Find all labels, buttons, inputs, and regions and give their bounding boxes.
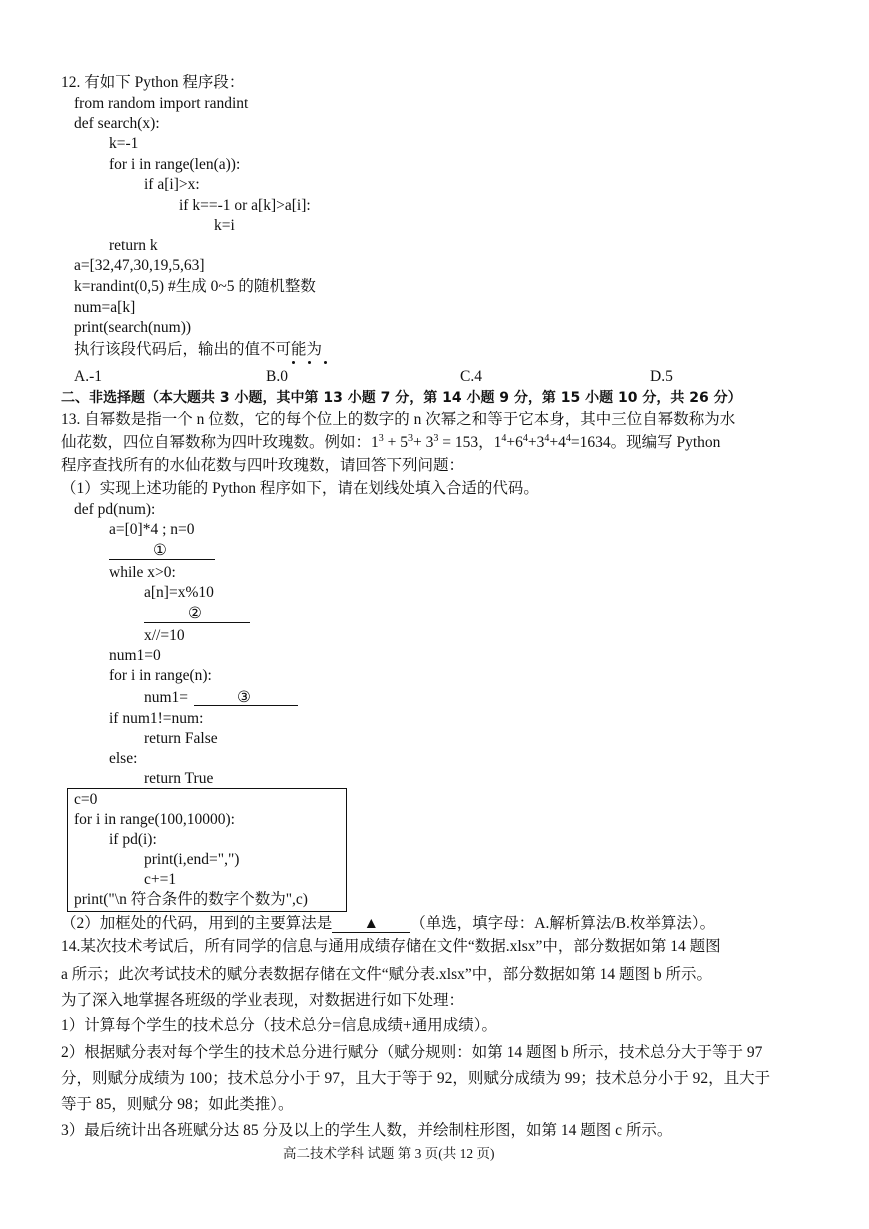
code-line: for i in range(len(a)): [109,156,241,173]
code-line: else: [109,750,138,767]
code-line: def search(x): [74,115,160,132]
code-line: return False [144,730,218,747]
code-line: from random import randint [74,95,249,112]
code-line: while x>0: [109,564,176,581]
q14-step2: 分，则赋分成绩为 100；技术总分小于 97，且大于等于 92，则赋分成绩为 99；技术总分小于 92，且大于 [61,1070,771,1087]
code-line: def pd(num): [74,501,156,518]
blank-number: ③ [237,689,251,706]
code-line: for i in range(n): [109,667,212,684]
code-line: print("\n 符合条件的数字个数为",c) [74,891,308,908]
code-line: if num1!=num: [109,710,204,727]
code-line: print(i,end=",") [144,851,240,868]
code-line: k=randint(0,5) #生成 0~5 的随机整数 [74,278,316,295]
code-line: c=0 [74,791,98,808]
q13-line3: 程序查找所有的水仙花数与四叶玫瑰数，请回答下列问题： [61,457,465,474]
code-line: k=i [214,217,235,234]
q13-sub1: （1）实现上述功能的 Python 程序如下，请在划线处填入合适的代码。 [61,480,539,497]
code-line: a=[0]*4 ; n=0 [109,521,195,538]
code-line: print(search(num)) [74,319,192,336]
code-line: num1=0 [109,647,161,664]
blank-number: ① [153,542,167,559]
code-line: for i in range(100,10000): [74,811,235,828]
code-line: a[n]=x%10 [144,584,214,601]
emphasis-dot [292,361,295,364]
q13-line2: 仙花数，四位自幂数称为四叶玫瑰数。例如：$1^3 + 5^3+ 3^3 = 153$，$1^4+6^4+3^4+4^4=1634$。现编写 Python [61,433,721,451]
q14-line3: 为了深入地掌握各班级的学业表现，对数据进行如下处理： [61,992,465,1009]
code-line: if a[i]>x: [144,176,200,193]
code-line: c+=1 [144,871,177,888]
answer-blank: ▲ [332,916,410,933]
code-line: if pd(i): [109,831,157,848]
code-line: k=-1 [109,135,139,152]
code-line: num=a[k] [74,299,136,316]
q14-step3: 3）最后统计出各班赋分达 85 分及以上的学生人数，并绘制柱形图，如第 14 题图 c 所示。 [61,1122,673,1139]
emphasis-dot [324,361,327,364]
q14-step2: 2）根据赋分表对每个学生的技术总分进行赋分（赋分规则：如第 14 题图 b 所示，技术总分大于等于 97 [61,1044,763,1061]
q14-line2: a 所示；此次考试技术的赋分表数据存储在文件“赋分表.xlsx”中，部分数据如第 14 题图 b 所示。 [61,966,712,983]
option-a: A.-1 [74,368,102,385]
option-d: D.5 [650,368,673,385]
section-heading: 二、非选择题（本大题共 3 小题，其中第 13 小题 7 分，第 14 小题 9 分，第 15 小题 10 分，共 26 分） [61,390,742,406]
code-line: a=[32,47,30,19,5,63] [74,257,205,274]
option-c: C.4 [460,368,482,385]
code-line: return True [144,770,214,787]
code-line: return k [109,237,158,254]
q14-step2: 等于 85，则赋分 98；如此类推）。 [61,1096,294,1113]
page-footer: 高二技术学科 试题 第 3 页(共 12 页) [283,1146,495,1161]
code-line: num1= [144,689,189,706]
q13-sub2: （2）加框处的代码，用到的主要算法是 ▲ （单选，填字母：A.解析算法/B.枚举算法）。 [61,915,716,932]
option-b: B.0 [266,368,288,385]
q12-prompt: 执行该段代码后，输出的值不可能为 [74,341,323,358]
code-line: if k==-1 or a[k]>a[i]: [179,197,311,214]
emphasis-dot [308,361,311,364]
q13-line1: 13. 自幂数是指一个 n 位数，它的每个位上的数字的 n 次幂之和等于它本身，其中三位自幂数称为水 [61,411,736,428]
blank-number: ② [188,605,202,622]
q14-line1: 14.某次技术考试后，所有同学的信息与通用成绩存储在文件“数据.xlsx”中，部分数据如第 14 题图 [61,938,721,955]
q14-step1: 1）计算每个学生的技术总分（技术总分=信息成绩+通用成绩）。 [61,1017,497,1034]
q12-title: 12. 有如下 Python 程序段： [61,74,245,91]
code-line: x//=10 [144,627,185,644]
